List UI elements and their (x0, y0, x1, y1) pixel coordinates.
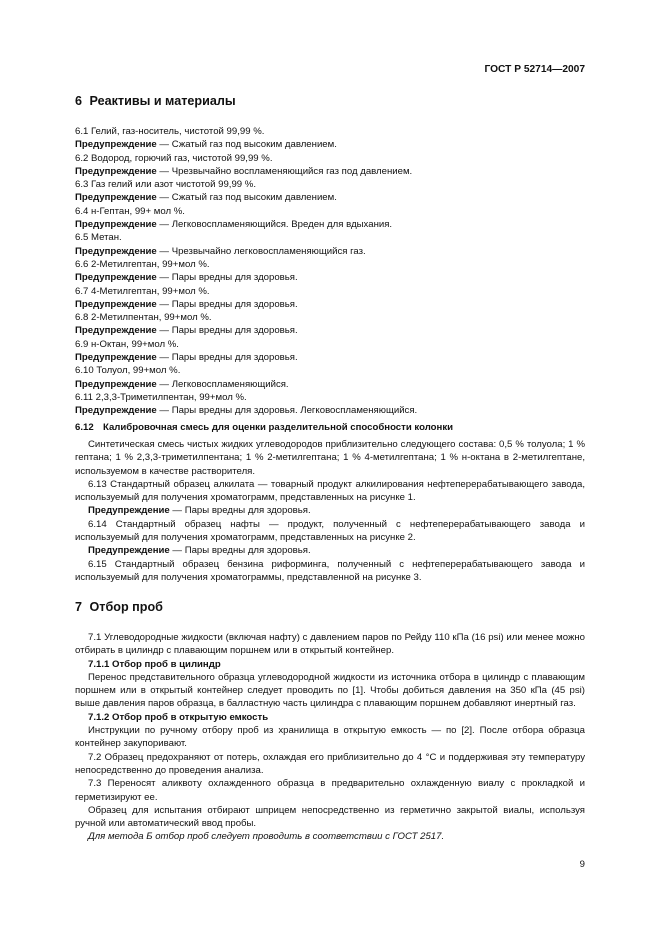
reagent-item: 6.9 н-Октан, 99+мол %. (75, 338, 179, 350)
section-7-body (75, 631, 585, 844)
warning-label: Предупреждение (75, 298, 157, 310)
calibration-mixture-paragraph: Синтетическая смесь чистых жидких углеводородов приблизительно следующего состава: 0,5 % толуола; 1 % гептана; 1 % 2,3,3-триметилпентана; 1 % 2-метилгептана; 1 % 4-метилгептана; 1 % н-октана в 2-метилгептане, используемом в качестве растворителя. (75, 439, 585, 477)
reagent-item: 6.3 Газ гелий или азот чистотой 99,99 %. (75, 179, 257, 191)
paragraph-7-1: 7.1 Углеводородные жидкости (включая нафту) с давлением паров по Рейду 110 кПа (16 psi) или менее можно отбирать в цилиндр с плавающим поршнем или в открытый контейнер. (75, 632, 585, 657)
paragraph-6-14: 6.14 Стандартный образец нафты — продукт, полученный с нефтеперерабатывающего завода и используемый для получения хроматограмм, представленных на рисунке 2. (75, 518, 585, 544)
subsection-7-1-1-heading: 7.1.1 Отбор проб в цилиндр (88, 658, 221, 670)
reagent-item: 6.2 Водород, горючий газ, чистотой 99,99 %. (75, 152, 273, 164)
reagent-item: 6.4 н-Гептан, 99+ мол %. (75, 205, 185, 217)
section-title: Отбор проб (89, 600, 163, 614)
warning-6-13 (75, 504, 585, 517)
reagent-warning (75, 378, 585, 391)
reagent-item: 6.6 2-Метилгептан, 99+мол %. (75, 258, 210, 270)
reagent-warning (75, 245, 585, 258)
reagent-item: 6.5 Метан. (75, 232, 122, 244)
warning-label: Предупреждение (75, 378, 157, 390)
paragraph-7-2: 7.2 Образец предохраняют от потерь, охлаждая его приблизительно до 4 °С и поддерживая эту температуру непосредственно до проведения анализа. (75, 751, 585, 776)
standard-number-header: ГОСТ Р 52714—2007 (484, 64, 585, 75)
paragraph-6-13: 6.13 Стандартный образец алкилата — товарный продукт алкилирования нефтеперерабатывающего завода, используемый для получения хроматограмм, представленных на рисунке 1. (75, 478, 585, 504)
warning-label: Предупреждение (75, 405, 157, 417)
reagent-warning (75, 138, 585, 151)
paragraph-7-1-1: Перенос представительного образца углеводородной жидкости из источника отбора в цилиндр с плавающим поршнем или в открытый контейнер следует проводить по [1]. Чтобы добиться давления на 350 кПа (45 psi) выше давления паров образца, в балластную часть цилиндра с плавающим поршнем добавляют инертный газ. (75, 671, 585, 710)
paragraph-7-3: 7.3 Переносят аликвоту охлажденного образца в предварительно охлажденную виалу с прокладкой и герметизируют ее. (75, 778, 585, 803)
warning-label: Предупреждение (88, 545, 170, 557)
reagents-list (75, 125, 585, 418)
subsection-6-12 (75, 421, 585, 434)
warning-text: — Пары вредны для здоровья. (169, 505, 311, 517)
warning-label: Предупреждение (75, 325, 157, 337)
section-6-heading (75, 95, 236, 108)
warning-label: Предупреждение (75, 139, 157, 151)
warning-text: — Пары вредны для здоровья. (169, 545, 311, 557)
warning-text: — Пары вредны для здоровья. (156, 325, 298, 337)
reagent-item: 6.8 2-Метилпентан, 99+мол %. (75, 312, 212, 324)
section-number: 7 (75, 600, 83, 614)
warning-text: — Чрезвычайно легковоспламеняющийся газ. (156, 245, 366, 257)
subsection-title: Калибровочная смесь для оценки разделительной способности колонки (103, 422, 454, 433)
reagent-warning (75, 404, 585, 417)
warning-label: Предупреждение (88, 505, 170, 517)
warning-6-14 (75, 544, 585, 557)
subsection-7-1-2-heading: 7.1.2 Отбор проб в открытую емкость (88, 711, 269, 723)
reagent-warning (75, 271, 585, 284)
reagent-item: 6.1 Гелий, газ-носитель, чистотой 99,99 %. (75, 126, 265, 137)
paragraph-7-4: Образец для испытания отбирают шприцем непосредственно из герметично закрытой виалы, используя ручной или автоматический ввод пробы. (75, 804, 585, 830)
paragraph-method-b-note: Для метода Б отбор проб следует проводить в соответствии с ГОСТ 2517. (88, 831, 445, 843)
warning-text: — Чрезвычайно воспламеняющийся газ под давлением. (156, 165, 413, 177)
warning-text: — Сжатый газ под высоким давлением. (156, 192, 337, 204)
reagent-item: 6.11 2,3,3-Триметилпентан, 99+мол %. (75, 391, 247, 403)
warning-label: Предупреждение (75, 192, 157, 204)
page-number: 9 (579, 859, 585, 870)
warning-text: — Пары вредны для здоровья. Легковоспламеняющийся. (156, 405, 418, 417)
warning-text: — Пары вредны для здоровья. (156, 352, 298, 364)
section-number: 6 (75, 94, 83, 108)
section-title: Реактивы и материалы (89, 94, 236, 108)
subsection-number: 6.12 (75, 422, 94, 433)
section-7-heading (75, 601, 163, 614)
warning-text: — Легковоспламеняющийся. Вреден для вдыхания. (156, 219, 393, 231)
warning-text: — Легковоспламеняющийся. (156, 378, 289, 390)
warning-label: Предупреждение (75, 165, 157, 177)
paragraph-6-15: 6.15 Стандартный образец бензина риформинга, полученный с нефтеперерабатывающего завода и используемый для получения хроматограммы, представленной на рисунке 3. (75, 558, 585, 583)
warning-label: Предупреждение (75, 219, 157, 231)
warning-label: Предупреждение (75, 352, 157, 364)
subsection-6-12-heading (75, 421, 585, 434)
warning-label: Предупреждение (75, 245, 157, 257)
warning-label: Предупреждение (75, 272, 157, 284)
warning-text: — Пары вредны для здоровья. (156, 272, 298, 284)
reagent-warning (75, 165, 585, 178)
warning-text: — Пары вредны для здоровья. (156, 298, 298, 310)
paragraph-7-1-2: Инструкции по ручному отбору проб из хранилища в открытую емкость — по [2]. После отбора образца контейнер закупоривают. (75, 725, 585, 750)
reagent-warning (75, 218, 585, 231)
reagent-item: 6.10 Толуол, 99+мол %. (75, 365, 181, 377)
reagent-warning (75, 191, 585, 204)
reagent-item: 6.7 4-Метилгептан, 99+мол %. (75, 285, 210, 297)
paragraphs-6-12-to-6-15 (75, 438, 585, 584)
warning-text: — Сжатый газ под высоким давлением. (156, 139, 337, 151)
reagent-warning (75, 324, 585, 337)
reagent-warning (75, 351, 585, 364)
reagent-warning (75, 298, 585, 311)
